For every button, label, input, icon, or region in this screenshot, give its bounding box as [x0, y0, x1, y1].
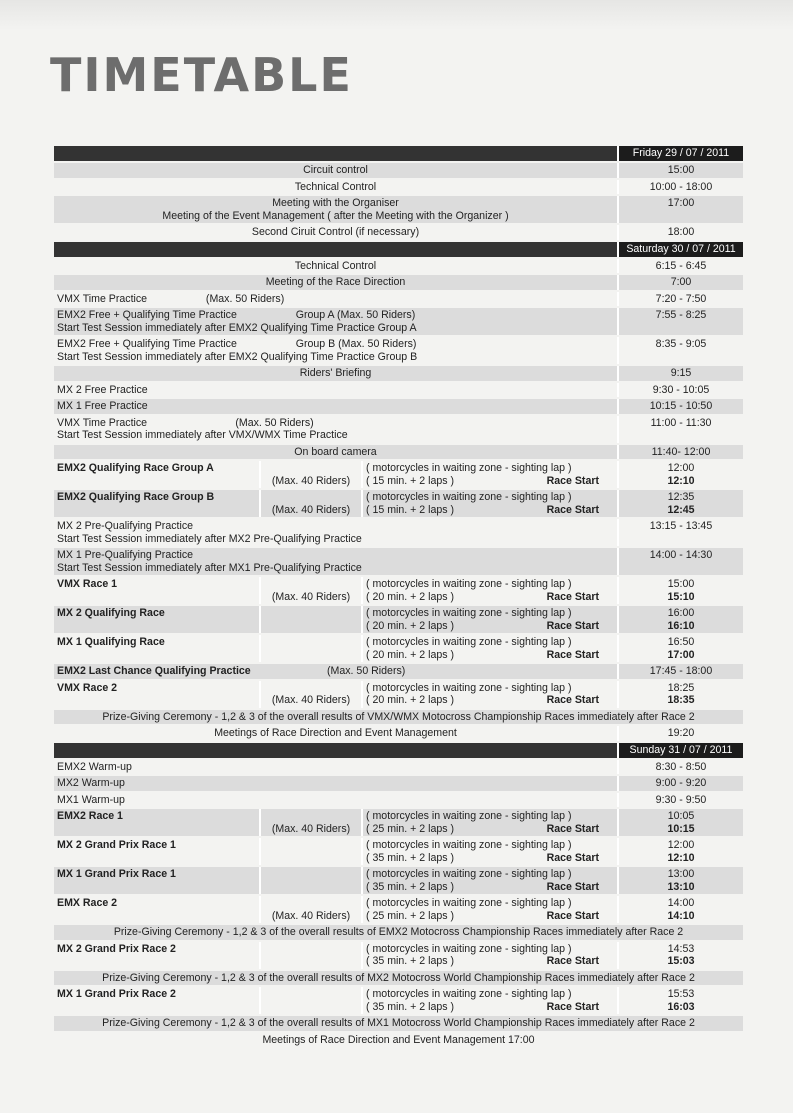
race-name: EMX2 Race 1 — [57, 810, 123, 822]
time-cell — [617, 445, 743, 460]
race-note-sighting: ( motorcycles in waiting zone - sighting lap ) — [366, 868, 572, 880]
event-name: MX 1 Free Practice — [57, 400, 148, 412]
table-row — [54, 776, 743, 791]
day-header-bar — [54, 146, 617, 161]
day-header — [54, 242, 743, 257]
race-note-duration — [366, 504, 617, 517]
race-note-sighting: ( motorcycles in waiting zone - sighting lap ) — [366, 839, 572, 851]
event-name: Technical Control — [294, 180, 377, 193]
time-cell — [617, 809, 743, 836]
race-name: EMX2 Qualifying Race Group B — [57, 491, 215, 503]
race-note-sighting: ( motorcycles in waiting zone - sighting lap ) — [366, 607, 572, 619]
sighting-lap-time: 16:50 — [667, 636, 695, 648]
race-note-duration — [366, 852, 617, 865]
race-duration: ( 35 min. + 2 laps ) — [366, 880, 455, 893]
event-name: EMX2 Free + Qualifying Time Practice Group B (Max. 50 Riders) — [57, 338, 417, 350]
time-cell — [617, 180, 743, 195]
table-row — [54, 971, 743, 986]
race-start-label: Race Start — [546, 851, 599, 864]
table-row — [54, 664, 743, 679]
time-cell — [617, 399, 743, 414]
race-start-label: Race Start — [546, 590, 599, 603]
event-cell — [54, 606, 617, 633]
time-cell — [617, 726, 743, 741]
race-name: VMX Race 1 — [57, 578, 118, 590]
event-cell — [54, 337, 617, 364]
event-name: Meeting with the Organiser — [272, 197, 399, 209]
race-start-label: Race Start — [546, 880, 599, 893]
timetable — [54, 146, 743, 1047]
riders-limit — [259, 867, 363, 894]
race-notes — [363, 838, 617, 865]
table-row — [54, 308, 743, 335]
event-cell — [54, 259, 617, 274]
table-row — [54, 760, 743, 775]
event-name: Circuit control — [303, 164, 368, 176]
event-cell — [54, 461, 617, 488]
time-cell — [617, 793, 743, 808]
event-name: MX 1 Pre-Qualifying Practice — [57, 549, 194, 561]
race-start-time: 12:45 — [667, 503, 695, 516]
race-start-time: 18:35 — [667, 694, 695, 706]
race-duration: ( 20 min. + 2 laps ) — [366, 694, 455, 706]
event-cell — [54, 987, 617, 1014]
event-cell — [54, 366, 617, 381]
time-cell — [617, 308, 743, 335]
event-cell — [54, 292, 617, 307]
sighting-lap-time: 10:05 — [667, 810, 695, 822]
race-duration: ( 20 min. + 2 laps ) — [366, 648, 455, 661]
day-label: Friday 29 / 07 / 2011 — [617, 146, 743, 161]
time-cell — [617, 760, 743, 775]
race-note-duration — [366, 475, 617, 488]
race-duration: ( 25 min. + 2 laps ) — [366, 822, 455, 835]
race-note-sighting: ( motorcycles in waiting zone - sighting lap ) — [366, 578, 572, 590]
race-duration: ( 35 min. + 2 laps ) — [366, 851, 455, 864]
riders-limit: (Max. 40 Riders) — [259, 577, 363, 604]
event-time: 10:15 - 10:50 — [649, 400, 713, 412]
race-notes — [363, 577, 617, 604]
race-duration: ( 35 min. + 2 laps ) — [366, 955, 455, 967]
sighting-lap-time: 12:00 — [667, 839, 695, 851]
event-subtext: Start Test Session immediately after MX1 Pre-Qualifying Practice — [57, 561, 362, 574]
riders-limit: (Max. 40 Riders) — [259, 461, 363, 488]
race-duration: ( 25 min. + 2 laps ) — [366, 909, 455, 922]
event-name: Meeting of the Race Direction — [265, 276, 406, 288]
event-time: 8:35 - 9:05 — [655, 338, 707, 350]
race-name: MX 1 Qualifying Race — [57, 636, 165, 648]
race-notes — [363, 606, 617, 633]
table-row — [54, 275, 743, 290]
sighting-lap-time: 14:53 — [667, 942, 695, 955]
table-row — [54, 519, 743, 546]
event-cell — [54, 793, 617, 808]
prize-ceremony-text: Prize-Giving Ceremony - 1,2 & 3 of the overall results of MX2 Motocross World Championship Races immediately after Race 2 — [102, 971, 695, 984]
event-name: EMX2 Last Chance Qualifying Practice — [57, 665, 251, 677]
race-notes — [363, 490, 617, 517]
race-start-time: 14:10 — [667, 909, 695, 922]
race-note-sighting: ( motorcycles in waiting zone - sighting lap ) — [366, 810, 572, 822]
event-subtext: Meeting of the Event Management ( after the Meeting with the Organizer ) — [162, 209, 509, 222]
table-row — [54, 838, 743, 865]
time-cell — [617, 896, 743, 923]
event-subtext: Start Test Session immediately after VMX/WMX Time Practice — [57, 429, 348, 441]
race-notes — [363, 942, 617, 969]
riders-limit: (Max. 50 Riders) — [327, 665, 406, 677]
prize-ceremony-text: Prize-Giving Ceremony - 1,2 & 3 of the overall results of EMX2 Motocross Championship Races immediately after Race 2 — [113, 926, 684, 938]
race-start-label: Race Start — [546, 822, 599, 835]
table-row — [54, 606, 743, 633]
event-time: 13:15 - 13:45 — [649, 520, 713, 532]
race-note-sighting: ( motorcycles in waiting zone - sighting lap ) — [366, 462, 572, 474]
prize-ceremony-text: Prize-Giving Ceremony - 1,2 & 3 of the overall results of VMX/WMX Motocross Championship Races immediately after Race 2 — [102, 710, 695, 723]
sighting-lap-time: 14:00 — [667, 897, 695, 909]
event-name: EMX2 Warm-up — [57, 760, 132, 773]
time-cell — [617, 838, 743, 865]
day-label: Sunday 31 / 07 / 2011 — [617, 743, 743, 758]
race-start-label: Race Start — [546, 619, 599, 632]
table-row — [54, 461, 743, 488]
event-time: 14:00 - 14:30 — [649, 549, 713, 561]
race-duration: ( 35 min. + 2 laps ) — [366, 1000, 455, 1013]
race-duration: ( 15 min. + 2 laps ) — [366, 503, 455, 516]
time-cell — [617, 987, 743, 1014]
race-note-duration — [366, 649, 617, 662]
table-row — [54, 225, 743, 240]
event-time: 9:30 - 9:50 — [655, 793, 707, 806]
time-cell — [617, 490, 743, 517]
riders-limit — [259, 606, 363, 633]
time-cell — [617, 577, 743, 604]
table-row — [54, 259, 743, 274]
table-row — [54, 292, 743, 307]
event-name: EMX2 Free + Qualifying Time Practice Group A (Max. 50 Riders) — [57, 309, 416, 321]
table-row — [54, 490, 743, 517]
race-duration: ( 15 min. + 2 laps ) — [366, 474, 455, 487]
event-cell — [54, 838, 617, 865]
event-cell — [54, 519, 617, 546]
event-cell — [54, 548, 617, 575]
table-row — [54, 163, 743, 178]
event-cell — [54, 776, 617, 791]
race-note-sighting: ( motorcycles in waiting zone - sighting lap ) — [366, 636, 572, 648]
riders-limit: (Max. 40 Riders) — [259, 490, 363, 517]
race-name: EMX Race 2 — [57, 897, 118, 909]
sighting-lap-time: 15:00 — [667, 578, 695, 590]
sighting-lap-time: 15:53 — [667, 988, 695, 1000]
event-time: 18:00 — [667, 226, 695, 238]
event-time: 17:45 - 18:00 — [649, 665, 713, 677]
table-row — [54, 445, 743, 460]
sighting-lap-time: 12:00 — [667, 462, 695, 474]
table-row — [54, 366, 743, 381]
sighting-lap-time: 12:35 — [667, 491, 695, 503]
time-cell — [617, 664, 743, 679]
race-note-duration — [366, 955, 617, 968]
event-name: On board camera — [294, 445, 377, 458]
time-cell — [617, 383, 743, 398]
event-name: Meetings of Race Direction and Event Management — [214, 727, 457, 739]
race-name: MX 1 Grand Prix Race 2 — [57, 988, 176, 1000]
race-notes — [363, 681, 617, 708]
day-label: Saturday 30 / 07 / 2011 — [617, 242, 743, 257]
table-row — [54, 196, 743, 223]
race-start-time: 16:10 — [667, 619, 695, 632]
sighting-lap-time: 16:00 — [667, 607, 695, 619]
race-start-label: Race Start — [546, 955, 599, 967]
table-row — [54, 896, 743, 923]
event-time: 9:00 - 9:20 — [655, 777, 707, 789]
sighting-lap-time: 18:25 — [667, 681, 695, 694]
event-cell — [54, 163, 617, 178]
event-time: 15:00 — [667, 164, 695, 176]
event-cell — [54, 416, 617, 443]
riders-limit — [259, 838, 363, 865]
race-name: VMX Race 2 — [57, 681, 118, 694]
event-cell — [54, 225, 617, 240]
table-row — [54, 1033, 743, 1048]
riders-limit: (Max. 40 Riders) — [259, 681, 363, 708]
event-subtext: Start Test Session immediately after EMX2 Qualifying Time Practice Group B — [57, 350, 418, 363]
race-duration: ( 20 min. + 2 laps ) — [366, 590, 455, 603]
table-row — [54, 337, 743, 364]
event-cell — [54, 809, 617, 836]
race-start-label: Race Start — [546, 648, 599, 661]
time-cell — [617, 942, 743, 969]
race-name: MX 1 Grand Prix Race 1 — [57, 868, 176, 880]
table-row — [54, 577, 743, 604]
table-row — [54, 635, 743, 662]
event-cell — [54, 275, 617, 290]
table-row — [54, 867, 743, 894]
table-row — [54, 987, 743, 1014]
event-cell — [54, 726, 617, 741]
event-time: 8:30 - 8:50 — [655, 760, 707, 773]
event-cell — [54, 867, 617, 894]
time-cell — [617, 259, 743, 274]
table-row — [54, 416, 743, 443]
race-note-sighting: ( motorcycles in waiting zone - sighting lap ) — [366, 897, 572, 909]
time-cell — [617, 635, 743, 662]
event-time: 17:00 — [667, 197, 695, 209]
table-row — [54, 548, 743, 575]
event-subtext: Start Test Session immediately after EMX2 Qualifying Time Practice Group A — [57, 321, 417, 334]
race-notes — [363, 461, 617, 488]
day-header-bar — [54, 242, 617, 257]
time-cell — [617, 366, 743, 381]
riders-limit: (Max. 40 Riders) — [259, 896, 363, 923]
table-row — [54, 383, 743, 398]
race-note-sighting: ( motorcycles in waiting zone - sighting lap ) — [366, 942, 572, 955]
race-notes — [363, 987, 617, 1014]
time-cell — [617, 681, 743, 708]
table-row — [54, 710, 743, 725]
time-cell — [617, 606, 743, 633]
prize-ceremony-text: Meetings of Race Direction and Event Management 17:00 — [262, 1033, 535, 1046]
event-cell — [54, 383, 617, 398]
event-cell — [54, 664, 617, 679]
day-header-bar — [54, 743, 617, 758]
event-name: Riders' Briefing — [299, 367, 372, 379]
race-duration: ( 20 min. + 2 laps ) — [366, 619, 455, 632]
event-cell — [54, 399, 617, 414]
event-name: MX 2 Free Practice — [57, 383, 148, 396]
race-start-label: Race Start — [546, 909, 599, 922]
race-note-sighting: ( motorcycles in waiting zone - sighting lap ) — [366, 491, 572, 503]
race-start-label: Race Start — [546, 503, 599, 516]
event-name: VMX Time Practice (Max. 50 Riders) — [57, 292, 285, 305]
time-cell — [617, 519, 743, 546]
race-name: MX 2 Qualifying Race — [57, 607, 165, 619]
event-name: MX 2 Pre-Qualifying Practice — [57, 520, 194, 532]
event-name: Second Ciruit Control (if necessary) — [251, 226, 420, 238]
event-time: 7:20 - 7:50 — [655, 292, 707, 305]
riders-limit — [259, 942, 363, 969]
page-title: TIMETABLE — [50, 48, 353, 102]
race-note-duration — [366, 591, 617, 604]
race-note-duration — [366, 910, 617, 923]
sighting-lap-time: 13:00 — [667, 868, 695, 880]
event-time: 11:40- 12:00 — [651, 445, 711, 458]
time-cell — [617, 776, 743, 791]
event-cell — [54, 308, 617, 335]
event-name: MX2 Warm-up — [57, 777, 125, 789]
time-cell — [617, 548, 743, 575]
event-cell — [54, 760, 617, 775]
race-notes — [363, 809, 617, 836]
race-start-time: 16:03 — [667, 1000, 695, 1013]
race-name: MX 2 Grand Prix Race 2 — [57, 942, 176, 955]
time-cell — [617, 461, 743, 488]
time-cell — [617, 163, 743, 178]
event-time: 19:20 — [667, 727, 695, 739]
race-note-duration — [366, 881, 617, 894]
race-note-duration — [366, 823, 617, 836]
event-time: 7:00 — [670, 276, 692, 288]
torn-paper-edge — [0, 0, 793, 30]
race-start-time: 15:03 — [667, 955, 695, 967]
race-start-time: 12:10 — [667, 474, 695, 487]
race-name: MX 2 Grand Prix Race 1 — [57, 839, 176, 851]
event-subtext: Start Test Session immediately after MX2 Pre-Qualifying Practice — [57, 532, 362, 545]
event-time: 10:00 - 18:00 — [649, 180, 713, 193]
riders-limit — [259, 635, 363, 662]
race-note-duration — [366, 694, 617, 707]
race-start-time: 12:10 — [667, 851, 695, 864]
race-note-duration — [366, 1001, 617, 1014]
table-row — [54, 942, 743, 969]
event-time: 7:55 - 8:25 — [655, 309, 707, 321]
table-row — [54, 925, 743, 940]
event-cell — [54, 635, 617, 662]
event-cell — [54, 445, 617, 460]
table-row — [54, 809, 743, 836]
race-notes — [363, 896, 617, 923]
event-cell — [54, 490, 617, 517]
race-note-duration — [366, 620, 617, 633]
prize-ceremony-text: Prize-Giving Ceremony - 1,2 & 3 of the overall results of MX1 Motocross World Championship Races immediately after Race 2 — [102, 1017, 695, 1029]
race-note-sighting: ( motorcycles in waiting zone - sighting lap ) — [366, 681, 572, 694]
time-cell — [617, 196, 743, 223]
time-cell — [617, 225, 743, 240]
day-header — [54, 146, 743, 161]
race-start-time: 17:00 — [667, 648, 695, 661]
table-row — [54, 726, 743, 741]
race-start-label: Race Start — [546, 1000, 599, 1013]
time-cell — [617, 275, 743, 290]
table-row — [54, 180, 743, 195]
time-cell — [617, 416, 743, 443]
event-cell — [54, 896, 617, 923]
race-name: EMX2 Qualifying Race Group A — [57, 462, 214, 474]
table-row — [54, 399, 743, 414]
time-cell — [617, 292, 743, 307]
event-name: MX1 Warm-up — [57, 793, 125, 806]
time-cell — [617, 337, 743, 364]
race-start-label: Race Start — [546, 474, 599, 487]
event-time: 6:15 - 6:45 — [655, 259, 707, 272]
day-header — [54, 743, 743, 758]
event-name: VMX Time Practice (Max. 50 Riders) — [57, 416, 314, 429]
event-name: Technical Control — [294, 259, 377, 272]
event-time: 11:00 - 11:30 — [650, 416, 712, 429]
event-cell — [54, 180, 617, 195]
race-notes — [363, 867, 617, 894]
race-start-time: 10:15 — [667, 822, 695, 835]
table-row — [54, 681, 743, 708]
riders-limit — [259, 987, 363, 1014]
event-name-wrap — [54, 665, 617, 678]
race-start-time: 15:10 — [667, 590, 695, 603]
race-notes — [363, 635, 617, 662]
event-time: 9:15 — [670, 367, 692, 379]
race-note-sighting: ( motorcycles in waiting zone - sighting lap ) — [366, 988, 572, 1000]
race-start-time: 13:10 — [667, 880, 695, 893]
event-cell — [54, 942, 617, 969]
riders-limit: (Max. 40 Riders) — [259, 809, 363, 836]
time-cell — [617, 867, 743, 894]
table-row — [54, 793, 743, 808]
race-start-label: Race Start — [546, 694, 599, 706]
event-cell — [54, 577, 617, 604]
table-row — [54, 1016, 743, 1031]
event-time: 9:30 - 10:05 — [652, 383, 710, 396]
event-cell — [54, 196, 617, 223]
event-cell — [54, 681, 617, 708]
